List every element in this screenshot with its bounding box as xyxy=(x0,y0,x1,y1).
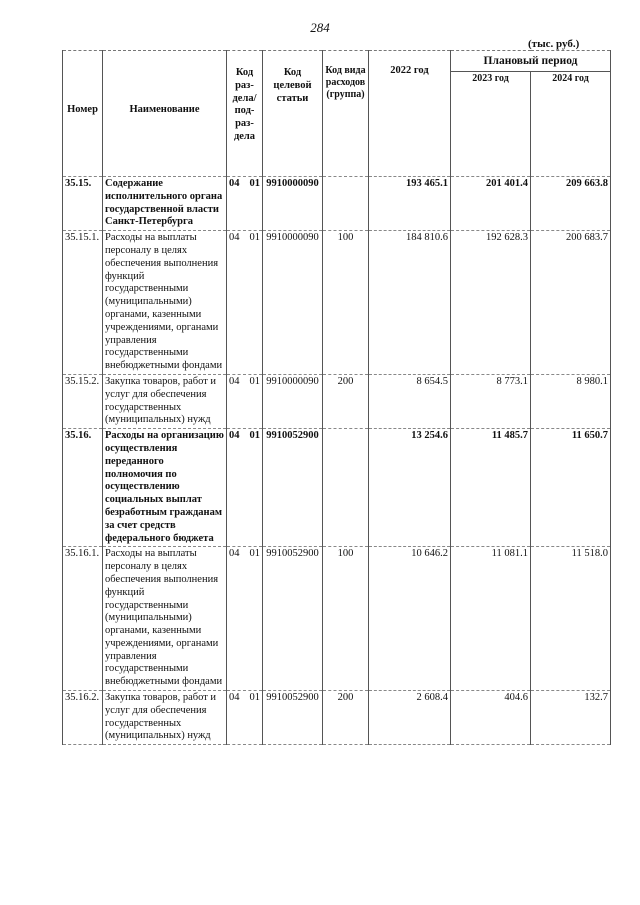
row-expense-type: 200 xyxy=(323,374,369,428)
table-row xyxy=(63,231,611,375)
row-value-2022: 2 608.4 xyxy=(369,691,451,745)
table-body xyxy=(63,170,611,745)
row-section-code xyxy=(227,374,263,428)
row-name: Закупка товаров, работ и услуг для обеспечения государственных (муниципальных) нужд xyxy=(103,374,227,428)
row-target-code: 9910052900 xyxy=(263,691,323,745)
row-subsection: 01 xyxy=(249,430,260,442)
header-2022: 2022 год xyxy=(369,51,451,171)
header-target-code: Код целевой статьи xyxy=(263,51,323,171)
row-number: 35.16.2. xyxy=(63,691,103,745)
row-section-code xyxy=(227,547,263,691)
table-row xyxy=(63,429,611,547)
header-name: Наименование xyxy=(103,51,227,171)
row-section: 04 xyxy=(229,375,240,387)
row-value-2023: 404.6 xyxy=(451,691,531,745)
row-subsection: 01 xyxy=(249,548,260,560)
table-row xyxy=(63,374,611,428)
table-row xyxy=(63,691,611,745)
row-target-code: 9910052900 xyxy=(263,547,323,691)
header-2024: 2024 год xyxy=(531,72,611,171)
row-expense-type: 100 xyxy=(323,231,369,375)
row-name: Расходы на организацию осуществления переданного полномочия по осуществлению социальных выплат безработным гражданам за счет средств федерального бюджета xyxy=(103,429,227,547)
row-section-code xyxy=(227,429,263,547)
row-name: Закупка товаров, работ и услуг для обеспечения государственных (муниципальных) нужд xyxy=(103,691,227,745)
row-value-2022: 10 646.2 xyxy=(369,547,451,691)
row-subsection: 01 xyxy=(249,178,260,189)
row-expense-type: 100 xyxy=(323,547,369,691)
row-target-code: 9910052900 xyxy=(263,429,323,547)
page-number: 284 xyxy=(310,20,330,35)
row-value-2023: 11 485.7 xyxy=(451,429,531,547)
row-number: 35.15.1. xyxy=(63,231,103,375)
row-value-2022: 193 465.1 xyxy=(369,177,451,231)
row-number: 35.15.2. xyxy=(63,374,103,428)
row-value-2024: 200 683.7 xyxy=(531,231,611,375)
row-value-2023: 192 628.3 xyxy=(451,231,531,375)
row-section: 04 xyxy=(229,232,240,244)
row-name: Расходы на выплаты персоналу в целях обеспечения выполнения функций государственными (муниципальными) органами, казенными учреждениями, органами управления государственными внебюджетными фондами xyxy=(103,547,227,691)
row-section: 04 xyxy=(229,430,240,442)
row-number: 35.15. xyxy=(63,177,103,231)
table-row xyxy=(63,547,611,691)
row-expense-type xyxy=(323,429,369,547)
units-label: (тыс. руб.) xyxy=(528,38,580,50)
row-value-2022: 13 254.6 xyxy=(369,429,451,547)
row-value-2022: 184 810.6 xyxy=(369,231,451,375)
budget-table xyxy=(62,50,611,745)
header-number: Номер xyxy=(63,51,103,171)
row-section-code xyxy=(227,177,263,231)
row-section: 04 xyxy=(229,178,240,189)
row-value-2024: 209 663.8 xyxy=(531,177,611,231)
row-value-2023: 11 081.1 xyxy=(451,547,531,691)
row-section: 04 xyxy=(229,692,240,704)
row-value-2024: 11 518.0 xyxy=(531,547,611,691)
row-value-2024: 8 980.1 xyxy=(531,374,611,428)
row-section-code xyxy=(227,691,263,745)
row-expense-type: 200 xyxy=(323,691,369,745)
row-subsection: 01 xyxy=(249,375,260,387)
row-section: 04 xyxy=(229,548,240,560)
row-value-2024: 132.7 xyxy=(531,691,611,745)
row-expense-type xyxy=(323,177,369,231)
header-planned-period: Плановый период xyxy=(451,51,611,72)
row-target-code: 9910000090 xyxy=(263,177,323,231)
row-name: Расходы на выплаты персоналу в целях обеспечения выполнения функций государственными (муниципальными) органами, казенными учреждениями, органами управления государственными внебюджетными фондами xyxy=(103,231,227,375)
row-value-2022: 8 654.5 xyxy=(369,374,451,428)
row-value-2023: 8 773.1 xyxy=(451,374,531,428)
row-value-2024: 11 650.7 xyxy=(531,429,611,547)
header-section-code: Код раз-дела/ под-раз-дела xyxy=(227,51,263,171)
row-section-code xyxy=(227,231,263,375)
row-value-2023: 201 401.4 xyxy=(451,177,531,231)
row-name: Содержание исполнительного органа государственной власти Санкт-Петербурга xyxy=(103,177,227,231)
row-subsection: 01 xyxy=(249,692,260,704)
header-expense-type: Код вида расходов (группа) xyxy=(323,51,369,171)
row-number: 35.16.1. xyxy=(63,547,103,691)
row-number: 35.16. xyxy=(63,429,103,547)
row-target-code: 9910000090 xyxy=(263,374,323,428)
row-target-code: 9910000090 xyxy=(263,231,323,375)
header-2023: 2023 год xyxy=(451,72,531,171)
row-subsection: 01 xyxy=(249,232,260,244)
table-row xyxy=(63,177,611,231)
